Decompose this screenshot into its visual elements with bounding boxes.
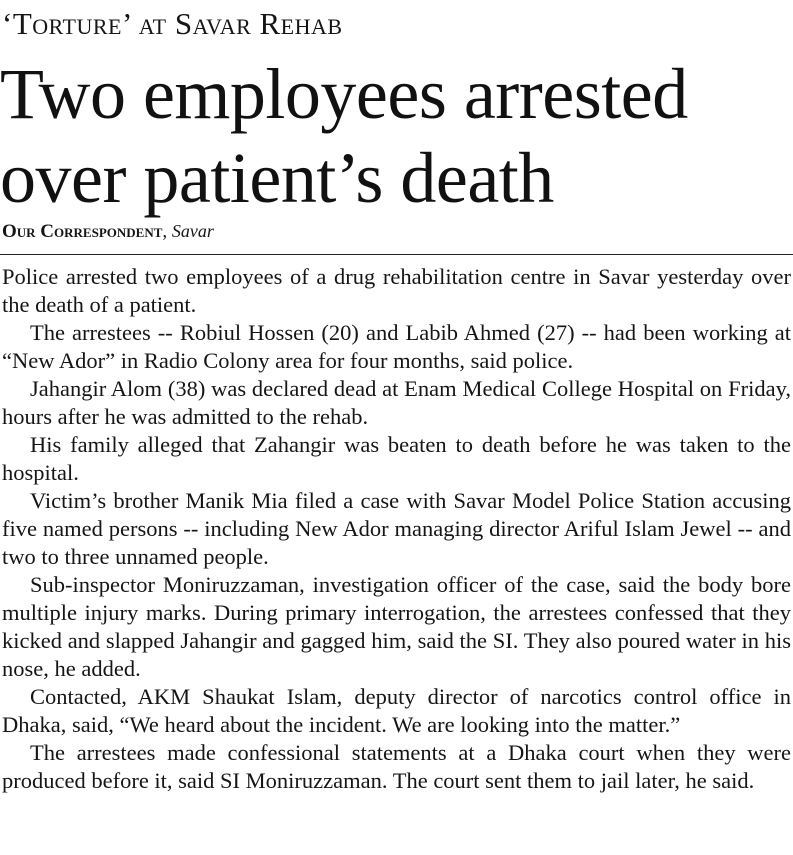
body-paragraph: The arrestees made confessional statements at a Dhaka court when they were produced before it, said SI Moniruzzaman. The court sent them to jail later, he said.: [2, 740, 791, 793]
byline-dateline: Savar: [171, 221, 214, 241]
article-byline: [2, 219, 214, 244]
body-paragraph: The arrestees -- Robiul Hossen (20) and Labib Ahmed (27) -- had been working at “New Ador” in Radio Colony area for four months, said police.: [2, 320, 791, 373]
article-body: [2, 263, 791, 795]
body-paragraph: Sub-inspector Moniruzzaman, investigation officer of the case, said the body bore multiple injury marks. During primary interrogation, the arrestees confessed that they kicked and slapped Jahangir and gagged him, said the SI. They also poured water in his nose, he added.: [2, 572, 791, 681]
article-kicker: ‘Torture’ at Savar Rehab: [2, 6, 343, 41]
body-paragraph: His family alleged that Zahangir was beaten to death before he was taken to the hospital.: [2, 432, 791, 485]
byline-separator: ,: [162, 221, 172, 242]
byline-author: Our Correspondent: [2, 221, 163, 242]
article-headline: [0, 52, 793, 220]
body-paragraph: Contacted, AKM Shaukat Islam, deputy director of narcotics control office in Dhaka, said, “We heard about the incident. We are looking into the matter.”: [2, 684, 791, 737]
body-paragraph: Police arrested two employees of a drug rehabilitation centre in Savar yesterday over the death of a patient.: [2, 264, 791, 317]
headline-line: over patient’s death: [0, 138, 554, 218]
headline-line: Two employees arrested: [0, 54, 688, 134]
body-paragraph: Jahangir Alom (38) was declared dead at Enam Medical College Hospital on Friday, hours after he was admitted to the rehab.: [2, 376, 791, 429]
body-paragraph: Victim’s brother Manik Mia filed a case with Savar Model Police Station accusing five named persons -- including New Ador managing director Ariful Islam Jewel -- and two to three unnamed people.: [2, 488, 791, 569]
byline-divider: [0, 254, 793, 255]
